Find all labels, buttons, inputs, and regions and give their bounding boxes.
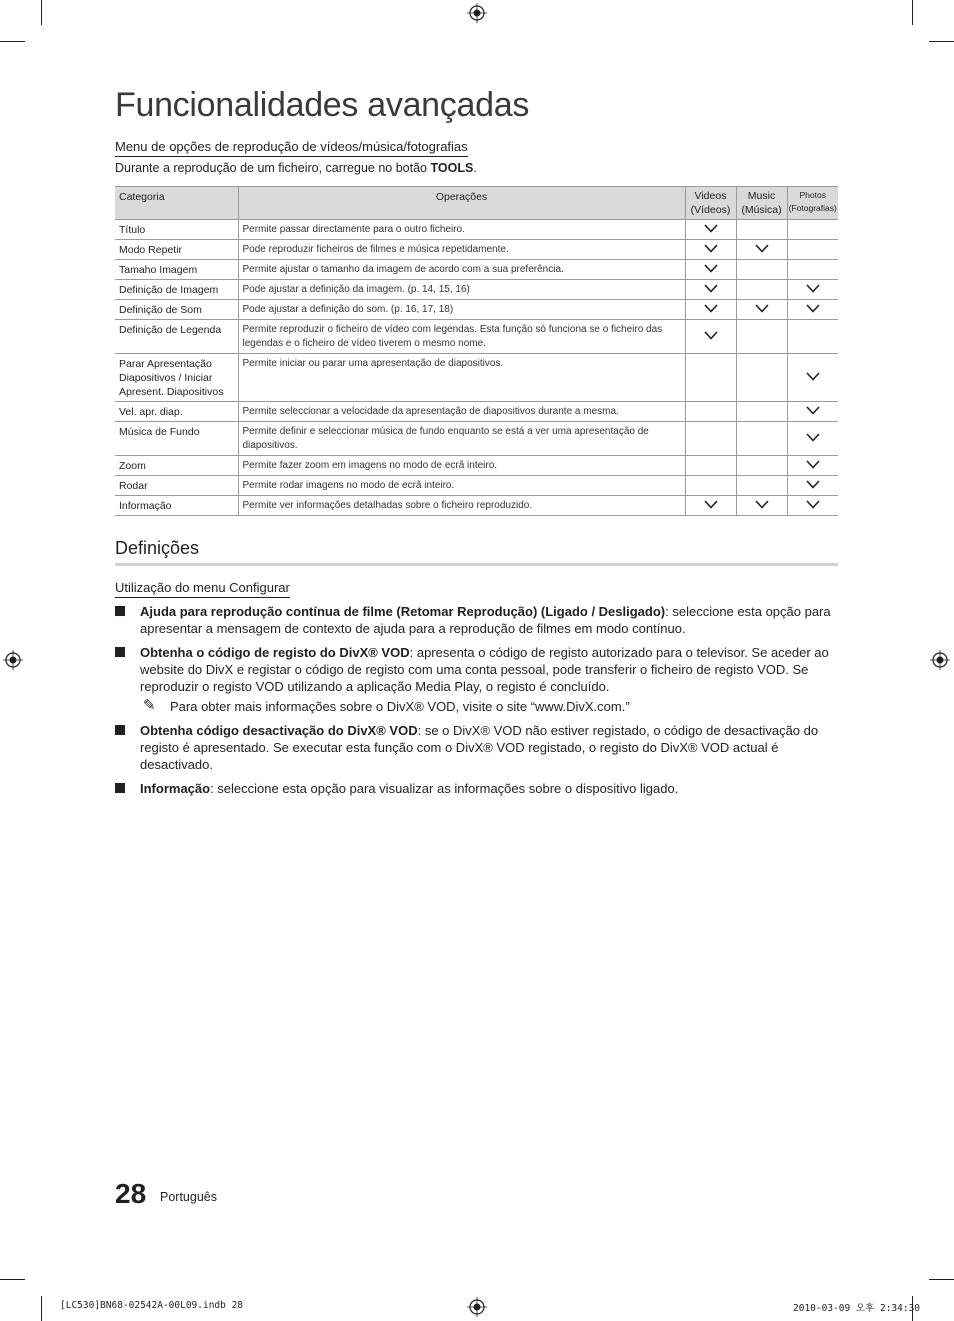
music-support-cell (736, 402, 787, 422)
checkmark-icon (704, 264, 718, 276)
registration-mark-icon (467, 3, 487, 23)
table-row (115, 240, 838, 260)
photos-support-cell (787, 240, 838, 260)
operation-cell: Permite ajustar o tamanho da imagem de acordo com a sua preferência. (238, 260, 685, 280)
checkmark-icon (704, 224, 718, 236)
crop-mark (41, 0, 42, 25)
note-text: Para obter mais informações sobre o DivX® VOD, visite o site “www.DivX.com.” (170, 699, 630, 714)
table-section-heading: Menu de opções de reprodução de vídeos/música/fotografias (115, 139, 468, 157)
category-cell: Vel. apr. diap. (115, 402, 238, 422)
videos-support-cell (685, 456, 736, 476)
table-row (115, 354, 838, 402)
videos-support-cell (685, 496, 736, 516)
table-row (115, 220, 838, 240)
header-music: Music (Música) (736, 187, 787, 220)
intro-text-body: Durante a reprodução de um ficheiro, carregue no botão (115, 161, 431, 175)
photos-support-cell (787, 260, 838, 280)
table-row (115, 422, 838, 456)
category-cell: Música de Fundo (115, 422, 238, 456)
photos-support-cell (787, 320, 838, 354)
photos-support-cell (787, 220, 838, 240)
checkmark-icon (755, 500, 769, 512)
music-support-cell (736, 476, 787, 496)
intro-text (115, 161, 477, 175)
header-category: Categoria (115, 187, 238, 220)
page-title: Funcionalidades avançadas (115, 86, 530, 124)
operation-cell: Permite passar directamente para o outro ficheiro. (238, 220, 685, 240)
music-support-cell (736, 422, 787, 456)
table-row (115, 456, 838, 476)
videos-support-cell (685, 220, 736, 240)
table-row (115, 300, 838, 320)
header-videos: Videos (Vídeos) (685, 187, 736, 220)
page-number: 28 (115, 1178, 147, 1209)
registration-mark-icon (467, 1297, 487, 1317)
crop-mark (0, 41, 25, 42)
videos-support-cell (685, 240, 736, 260)
checkmark-icon (704, 331, 718, 343)
registration-mark-icon (3, 650, 23, 670)
music-support-cell (736, 240, 787, 260)
checkmark-icon (704, 304, 718, 316)
bullet-square-icon (115, 783, 125, 793)
list-item (115, 603, 835, 637)
list-item-title: Ajuda para reprodução contínua de filme (Retomar Reprodução) (Ligado / Desligado) (140, 604, 666, 619)
list-item-title: Obtenha código desactivação do DivX® VOD (140, 723, 418, 738)
operation-cell: Permite seleccionar a velocidade da apresentação de diapositivos durante a mesma. (238, 402, 685, 422)
tools-button-label: TOOLS (430, 161, 474, 175)
videos-support-cell (685, 422, 736, 456)
settings-list (115, 603, 835, 804)
category-cell: Definição de Som (115, 300, 238, 320)
music-support-cell (736, 220, 787, 240)
checkmark-icon (806, 284, 820, 296)
file-info: [LC530]BN68-02542A-00L09.indb 28 (60, 1300, 244, 1311)
list-item-text: : apresenta o código de registo autorizado para o televisor. Se aceder ao website do DivX e registar o código de registo com uma conta pessoal, pode transferir o ficheiro de registo VOD. Se reproduzir o registo VOD utilizando a aplicação Media Play, o registo é concluído. (140, 645, 829, 694)
photos-support-cell (787, 300, 838, 320)
checkmark-icon (806, 304, 820, 316)
list-item-text: : se o DivX® VOD não estiver registado, o código de desactivação do registo é apresentado. Se executar esta função com o DivX® VOD registado, o registo do DivX® VOD actual é desactivado. (140, 723, 819, 772)
music-support-cell (736, 456, 787, 476)
music-support-cell (736, 354, 787, 402)
photos-support-cell (787, 402, 838, 422)
language-label: Português (160, 1190, 217, 1204)
operation-cell: Pode ajustar a definição do som. (p. 16, 17, 18) (238, 300, 685, 320)
checkmark-icon (806, 460, 820, 472)
category-cell: Zoom (115, 456, 238, 476)
list-item-title: Obtenha o código de registo do DivX® VOD (140, 645, 410, 660)
checkmark-icon (806, 372, 820, 384)
music-support-cell (736, 320, 787, 354)
divx-note (115, 698, 835, 715)
category-cell: Definição de Legenda (115, 320, 238, 354)
list-item (115, 780, 835, 797)
photos-support-cell (787, 422, 838, 456)
registration-mark-icon (930, 650, 950, 670)
list-item-title: Informação (140, 781, 211, 796)
intro-text-end: . (473, 161, 477, 175)
crop-mark (912, 0, 913, 25)
checkmark-icon (704, 500, 718, 512)
operation-cell: Permite reproduzir o ficheiro de vídeo com legendas. Esta função só funciona se o ficheiro das legendas e o ficheiro de vídeo tiverem o mesmo nome. (238, 320, 685, 354)
category-cell: Título (115, 220, 238, 240)
checkmark-icon (806, 433, 820, 445)
videos-support-cell (685, 280, 736, 300)
checkmark-icon (704, 284, 718, 296)
setup-menu-heading: Utilização do menu Configurar (115, 580, 290, 598)
photos-support-cell (787, 354, 838, 402)
operation-cell: Pode ajustar a definição da imagem. (p. 14, 15, 16) (238, 280, 685, 300)
checkmark-icon (806, 406, 820, 418)
crop-mark (929, 41, 954, 42)
checkmark-icon (755, 244, 769, 256)
videos-support-cell (685, 300, 736, 320)
list-item (115, 722, 835, 773)
photos-support-cell (787, 496, 838, 516)
table-row (115, 402, 838, 422)
category-cell: Informação (115, 496, 238, 516)
print-timestamp: 2010-03-09 오후 2:34:30 (793, 1303, 921, 1314)
category-cell: Definição de Imagem (115, 280, 238, 300)
videos-support-cell (685, 354, 736, 402)
operation-cell: Permite fazer zoom em imagens no modo de ecrã inteiro. (238, 456, 685, 476)
operation-cell: Permite rodar imagens no modo de ecrã inteiro. (238, 476, 685, 496)
checkmark-icon (755, 304, 769, 316)
playback-options-table (115, 186, 838, 516)
photos-support-cell (787, 476, 838, 496)
list-item-text: : seleccione esta opção para apresentar a mensagem de contexto de ajuda para a reprodução de filmes em modo contínuo. (140, 604, 831, 636)
operation-cell: Permite definir e seleccionar música de fundo enquanto se está a ver uma apresentação de diapositivos. (238, 422, 685, 456)
photos-support-cell (787, 456, 838, 476)
videos-support-cell (685, 402, 736, 422)
checkmark-icon (704, 244, 718, 256)
category-cell: Modo Repetir (115, 240, 238, 260)
header-photos: Photos (Fotografias) (787, 187, 838, 220)
table-header-row (115, 187, 838, 220)
list-item-text: : seleccione esta opção para visualizar as informações sobre o dispositivo ligado. (210, 781, 679, 796)
operation-cell: Pode reproduzir ficheiros de filmes e música repetidamente. (238, 240, 685, 260)
bullet-square-icon (115, 725, 125, 735)
table-row (115, 496, 838, 516)
videos-support-cell (685, 476, 736, 496)
videos-support-cell (685, 260, 736, 280)
table-row (115, 320, 838, 354)
category-cell: Tamaho Imagem (115, 260, 238, 280)
music-support-cell (736, 260, 787, 280)
table-row (115, 260, 838, 280)
music-support-cell (736, 300, 787, 320)
list-item (115, 644, 835, 695)
operation-cell: Permite ver informações detalhadas sobre o ficheiro reproduzido. (238, 496, 685, 516)
bullet-square-icon (115, 647, 125, 657)
category-cell: Rodar (115, 476, 238, 496)
bullet-square-icon (115, 606, 125, 616)
checkmark-icon (806, 500, 820, 512)
crop-mark (41, 1296, 42, 1321)
videos-support-cell (685, 320, 736, 354)
checkmark-icon (806, 480, 820, 492)
section-title: Definições (115, 538, 838, 566)
table-row (115, 476, 838, 496)
photos-support-cell (787, 280, 838, 300)
music-support-cell (736, 496, 787, 516)
operation-cell: Permite iniciar ou parar uma apresentação de diapositivos. (238, 354, 685, 402)
pencil-note-icon: ✎ (143, 697, 156, 714)
header-operations: Operações (238, 187, 685, 220)
table-row (115, 280, 838, 300)
music-support-cell (736, 280, 787, 300)
category-cell: Parar Apresentação Diapositivos / Iniciar Apresent. Diapositivos (115, 354, 238, 402)
crop-mark (929, 1279, 954, 1280)
crop-mark (0, 1279, 25, 1280)
